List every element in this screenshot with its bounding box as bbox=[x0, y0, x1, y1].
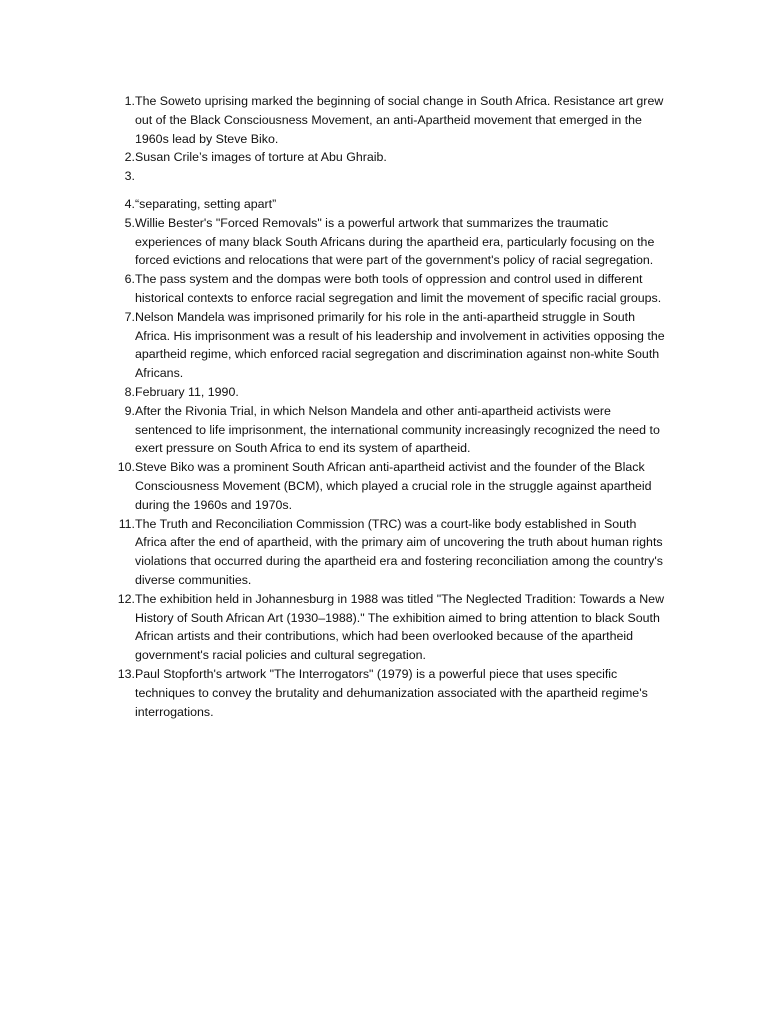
list-item bbox=[108, 383, 668, 402]
list-item-number: 5. bbox=[124, 215, 135, 230]
list-item-number: 13. bbox=[117, 666, 135, 681]
list-item-number: 8. bbox=[124, 384, 135, 399]
list-item bbox=[108, 590, 668, 665]
list-item-text: “separating, setting apart” bbox=[135, 196, 277, 211]
list-item-text: February 11, 1990. bbox=[135, 384, 239, 399]
list-item-text: The exhibition held in Johannesburg in 1988 was titled "The Neglected Tradition: Towards a New History of South African Art (1930–1988)." The exhibition aimed to bring attention to black South African artists and their contributions, which had been overlooked because of the apartheid government's racial policies and cultural segregation. bbox=[135, 591, 665, 663]
list-item-number: 6. bbox=[124, 272, 135, 287]
list-item bbox=[108, 167, 668, 186]
list-item bbox=[108, 515, 668, 590]
list-item-text: The pass system and the dompas were both tools of oppression and control used in different historical contexts to enforce racial segregation and limit the movement of specific racial groups. bbox=[135, 272, 662, 305]
list-item bbox=[108, 195, 668, 214]
list-item-number: 3. bbox=[124, 169, 135, 184]
list-item-number: 10. bbox=[117, 460, 135, 475]
list-item-number: 1. bbox=[124, 94, 135, 108]
list-item bbox=[108, 308, 668, 383]
list-item-number: 2. bbox=[124, 150, 135, 165]
list-item-number: 4. bbox=[124, 196, 135, 211]
list-item-number: 12. bbox=[117, 591, 135, 606]
list-item-text: Susan Crile’s images of torture at Abu Ghraib. bbox=[135, 150, 387, 165]
list-item bbox=[108, 665, 668, 721]
list-item-text: The Truth and Reconciliation Commission (TRC) was a court-like body established in South Africa after the end of apartheid, with the primary aim of uncovering the truth about human rights violations that occurred during the apartheid era and fostering reconciliation among the country's diverse communities. bbox=[135, 516, 663, 587]
list-item-text: Steve Biko was a prominent South African anti-apartheid activist and the founder of the Black Consciousness Movement (BCM), which played a crucial role in the struggle against apartheid during the 1960s and 1970s. bbox=[135, 460, 652, 512]
list-item bbox=[108, 402, 668, 458]
list-item-text: Nelson Mandela was imprisoned primarily for his role in the anti-apartheid struggle in South Africa. His imprisonment was a result of his leadership and involvement in activities opposing the apartheid regime, which enforced racial segregation and discrimination against non-white South Africans. bbox=[135, 309, 665, 381]
list-item-number: 7. bbox=[124, 309, 135, 324]
list-item bbox=[108, 92, 668, 148]
list-item-text: Paul Stopforth's artwork "The Interrogators" (1979) is a powerful piece that uses specific techniques to convey the brutality and dehumanization associated with the apartheid regime's interrogations. bbox=[135, 666, 648, 719]
list-item-text: After the Rivonia Trial, in which Nelson Mandela and other anti-apartheid activists were sentenced to life imprisonment, the international community increasingly recognized the need to exert pressure on South Africa to end its system of apartheid. bbox=[135, 403, 660, 456]
list-item bbox=[108, 214, 668, 270]
list-item bbox=[108, 270, 668, 308]
list-item-number: 11. bbox=[118, 516, 135, 531]
list-item bbox=[108, 458, 668, 514]
list-item-number: 9. bbox=[124, 403, 135, 418]
list-item-text: The Soweto uprising marked the beginning of social change in South Africa. Resistance art grew out of the Black Consciousness Movement, an anti-Apartheid movement that emerged in the 1960s lead by Steve Biko. bbox=[135, 94, 664, 146]
numbered-answer-list bbox=[108, 92, 668, 721]
list-item-text: Willie Bester's "Forced Removals" is a powerful artwork that summarizes the traumatic experiences of many black South Africans during the apartheid era, particularly focusing on the forced evictions and relocations that were part of the government's policy of racial segregation. bbox=[135, 215, 655, 268]
list-item bbox=[108, 148, 668, 167]
